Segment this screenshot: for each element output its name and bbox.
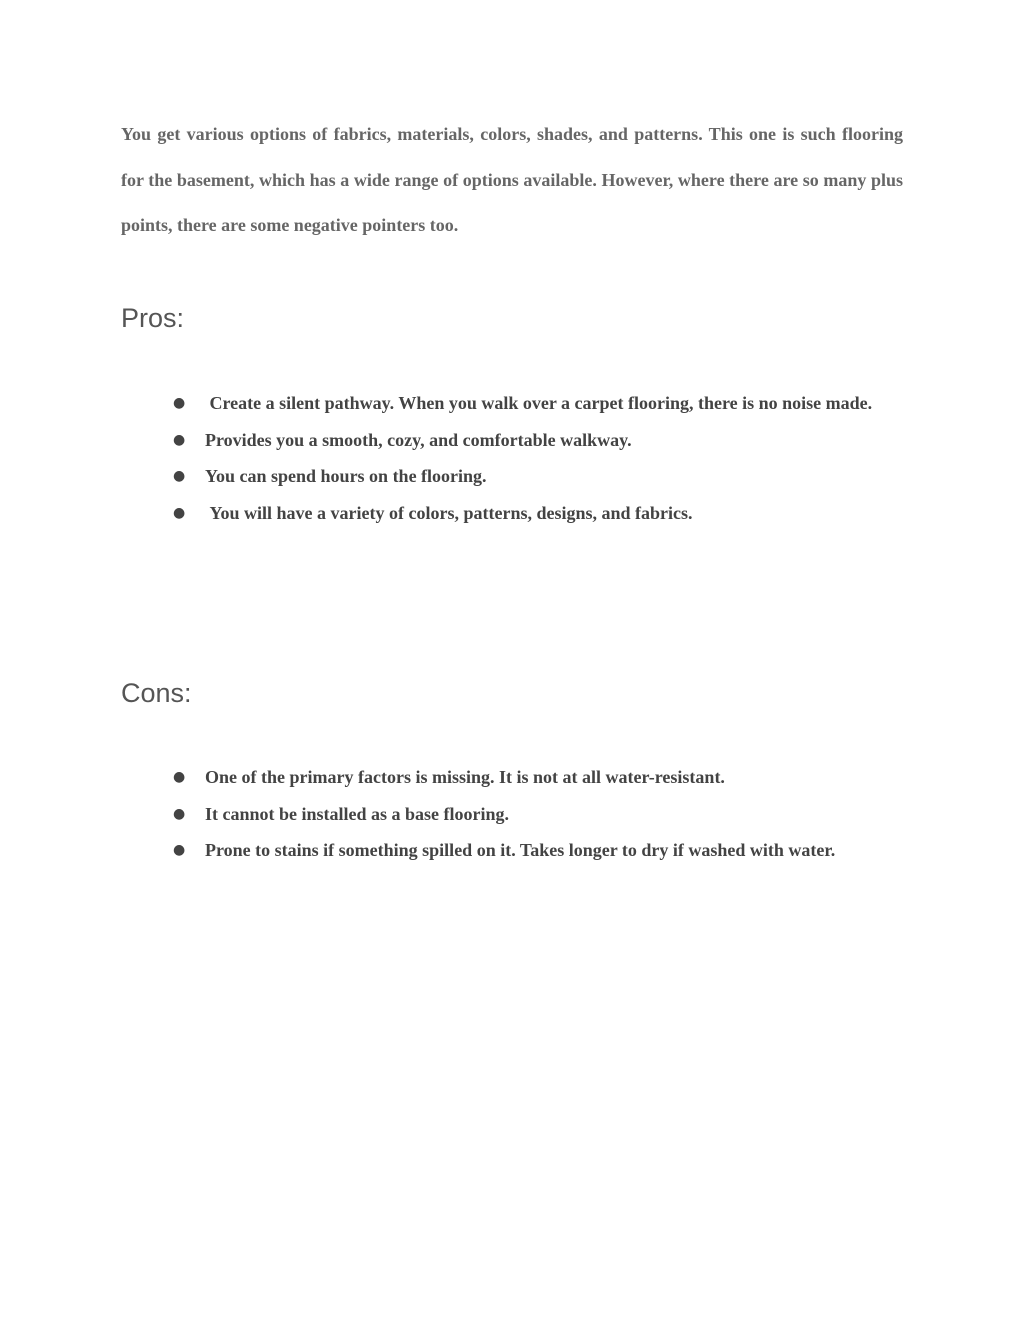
bullet-icon: ● bbox=[173, 769, 186, 785]
list-item bbox=[121, 796, 903, 833]
cons-heading: Cons: bbox=[121, 678, 192, 708]
list-item bbox=[121, 832, 903, 869]
pros-item-text: You can spend hours on the flooring. bbox=[205, 466, 487, 486]
pros-heading: Pros: bbox=[121, 303, 185, 333]
cons-item-text: One of the primary factors is missing. It is not at all water-resistant. bbox=[205, 767, 725, 787]
bullet-icon: ● bbox=[173, 504, 186, 521]
cons-item-text: Prone to stains if something spilled on it. Takes longer to dry if washed with water. bbox=[205, 840, 836, 860]
bullet-icon: ● bbox=[173, 842, 186, 858]
pros-item-text: Provides you a smooth, cozy, and comfortable walkway. bbox=[205, 429, 632, 450]
list-item bbox=[121, 458, 903, 495]
pros-item-text: Create a silent pathway. When you walk over a carpet flooring, there is no noise made. bbox=[205, 393, 873, 413]
bullet-icon: ● bbox=[173, 431, 186, 448]
cons-item-text: It cannot be installed as a base flooring. bbox=[205, 803, 510, 824]
pros-item-text: You will have a variety of colors, patterns, designs, and fabrics. bbox=[205, 502, 693, 523]
list-item bbox=[121, 422, 903, 459]
bullet-icon: ● bbox=[173, 468, 186, 484]
bullet-icon: ● bbox=[173, 805, 186, 822]
cons-list bbox=[121, 759, 903, 869]
list-item bbox=[121, 495, 903, 532]
list-item bbox=[121, 385, 903, 422]
bullet-icon: ● bbox=[173, 395, 186, 411]
list-item bbox=[121, 759, 903, 796]
pros-list bbox=[121, 385, 903, 531]
intro-paragraph: You get various options of fabrics, materials, colors, shades, and patterns. This one is such flooring for the basement, which has a wide range of options available. However, where there are so many plus points, there are some negative pointers too. bbox=[121, 124, 903, 235]
